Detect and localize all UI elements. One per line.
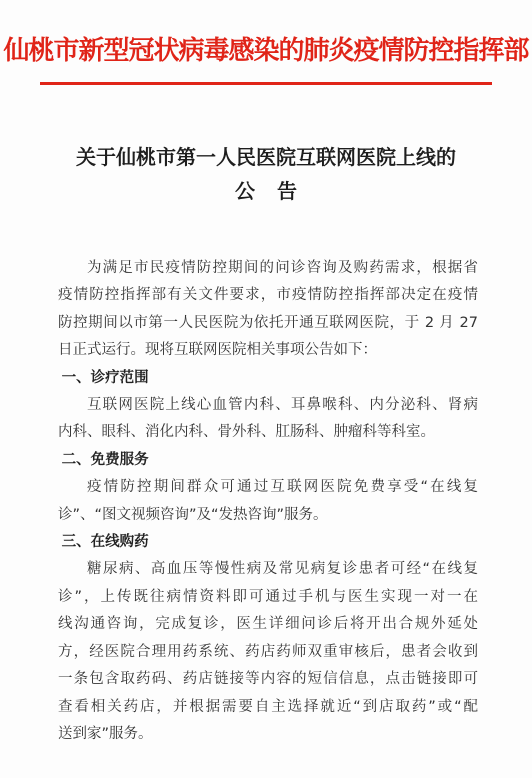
section-paragraph-scope xyxy=(58,392,478,447)
section-line: 糖尿病、高血压等慢性病及常见病复诊患者可经“在线复 xyxy=(87,561,478,578)
intro-line: 疫情防控指挥部有关文件要求，市疫情防控指挥部决定在疫情 xyxy=(58,287,478,304)
section-line: 内科、眼科、消化内科、骨外科、肛肠科、肿瘤科等科室。 xyxy=(58,424,435,441)
title-line-1: 关于仙桃市第一人民医院互联网医院上线的 xyxy=(76,145,456,169)
intro-paragraph xyxy=(58,255,478,365)
section-line: 疫情防控期间群众可通过互联网医院免费享受“在线复 xyxy=(87,479,478,496)
document-body xyxy=(58,255,478,748)
section-line: 诊”，上传既往病情资料即可通过手机与医生实现一对一在 xyxy=(58,588,478,605)
section-line: 方，经医院合理用药系统、药店药师双重审核后，患者会收到 xyxy=(58,643,478,660)
org-header: 仙桃市新型冠状病毒感染的肺炎疫情防控指挥部 xyxy=(3,36,529,66)
section-line: 送到家”服务。 xyxy=(58,725,153,742)
section-paragraph-online-pharmacy xyxy=(58,556,478,748)
intro-line: 为满足市民疫情防控期间的问诊咨询及购药需求，根据省 xyxy=(87,260,478,276)
section-line: 互联网医院上线心血管内科、耳鼻喉科、内分泌科、肾病 xyxy=(87,397,478,414)
title-line-2: 公告 xyxy=(235,179,319,203)
section-heading-online-pharmacy: 三、在线购药 xyxy=(61,534,149,551)
document-title xyxy=(0,140,532,208)
watermark-fragment xyxy=(200,764,360,778)
section-paragraph-free-service xyxy=(58,474,478,529)
intro-line: 日正式运行。现将互联网医院相关事项公告如下： xyxy=(58,342,377,359)
section-line: 查看相关药店，并根据需要自主选择就近“到店取药”或“配 xyxy=(58,698,478,715)
red-divider-line xyxy=(40,82,492,85)
section-line: 线沟通咨询，完成复诊，医生详细问诊后将开出合规外延处 xyxy=(58,616,478,633)
section-heading-scope: 一、诊疗范围 xyxy=(61,369,149,386)
section-heading-free-service: 二、免费服务 xyxy=(61,451,149,468)
section-line: 一条包含取药码、药店链接等内容的短信信息，点击链接即可 xyxy=(58,671,478,688)
intro-line: 防控期间以市第一人民医院为依托开通互联网医院，于 2 月 27 xyxy=(58,314,478,331)
section-line: 诊”、“图文视频咨询”及“发热咨询”服务。 xyxy=(58,506,328,523)
